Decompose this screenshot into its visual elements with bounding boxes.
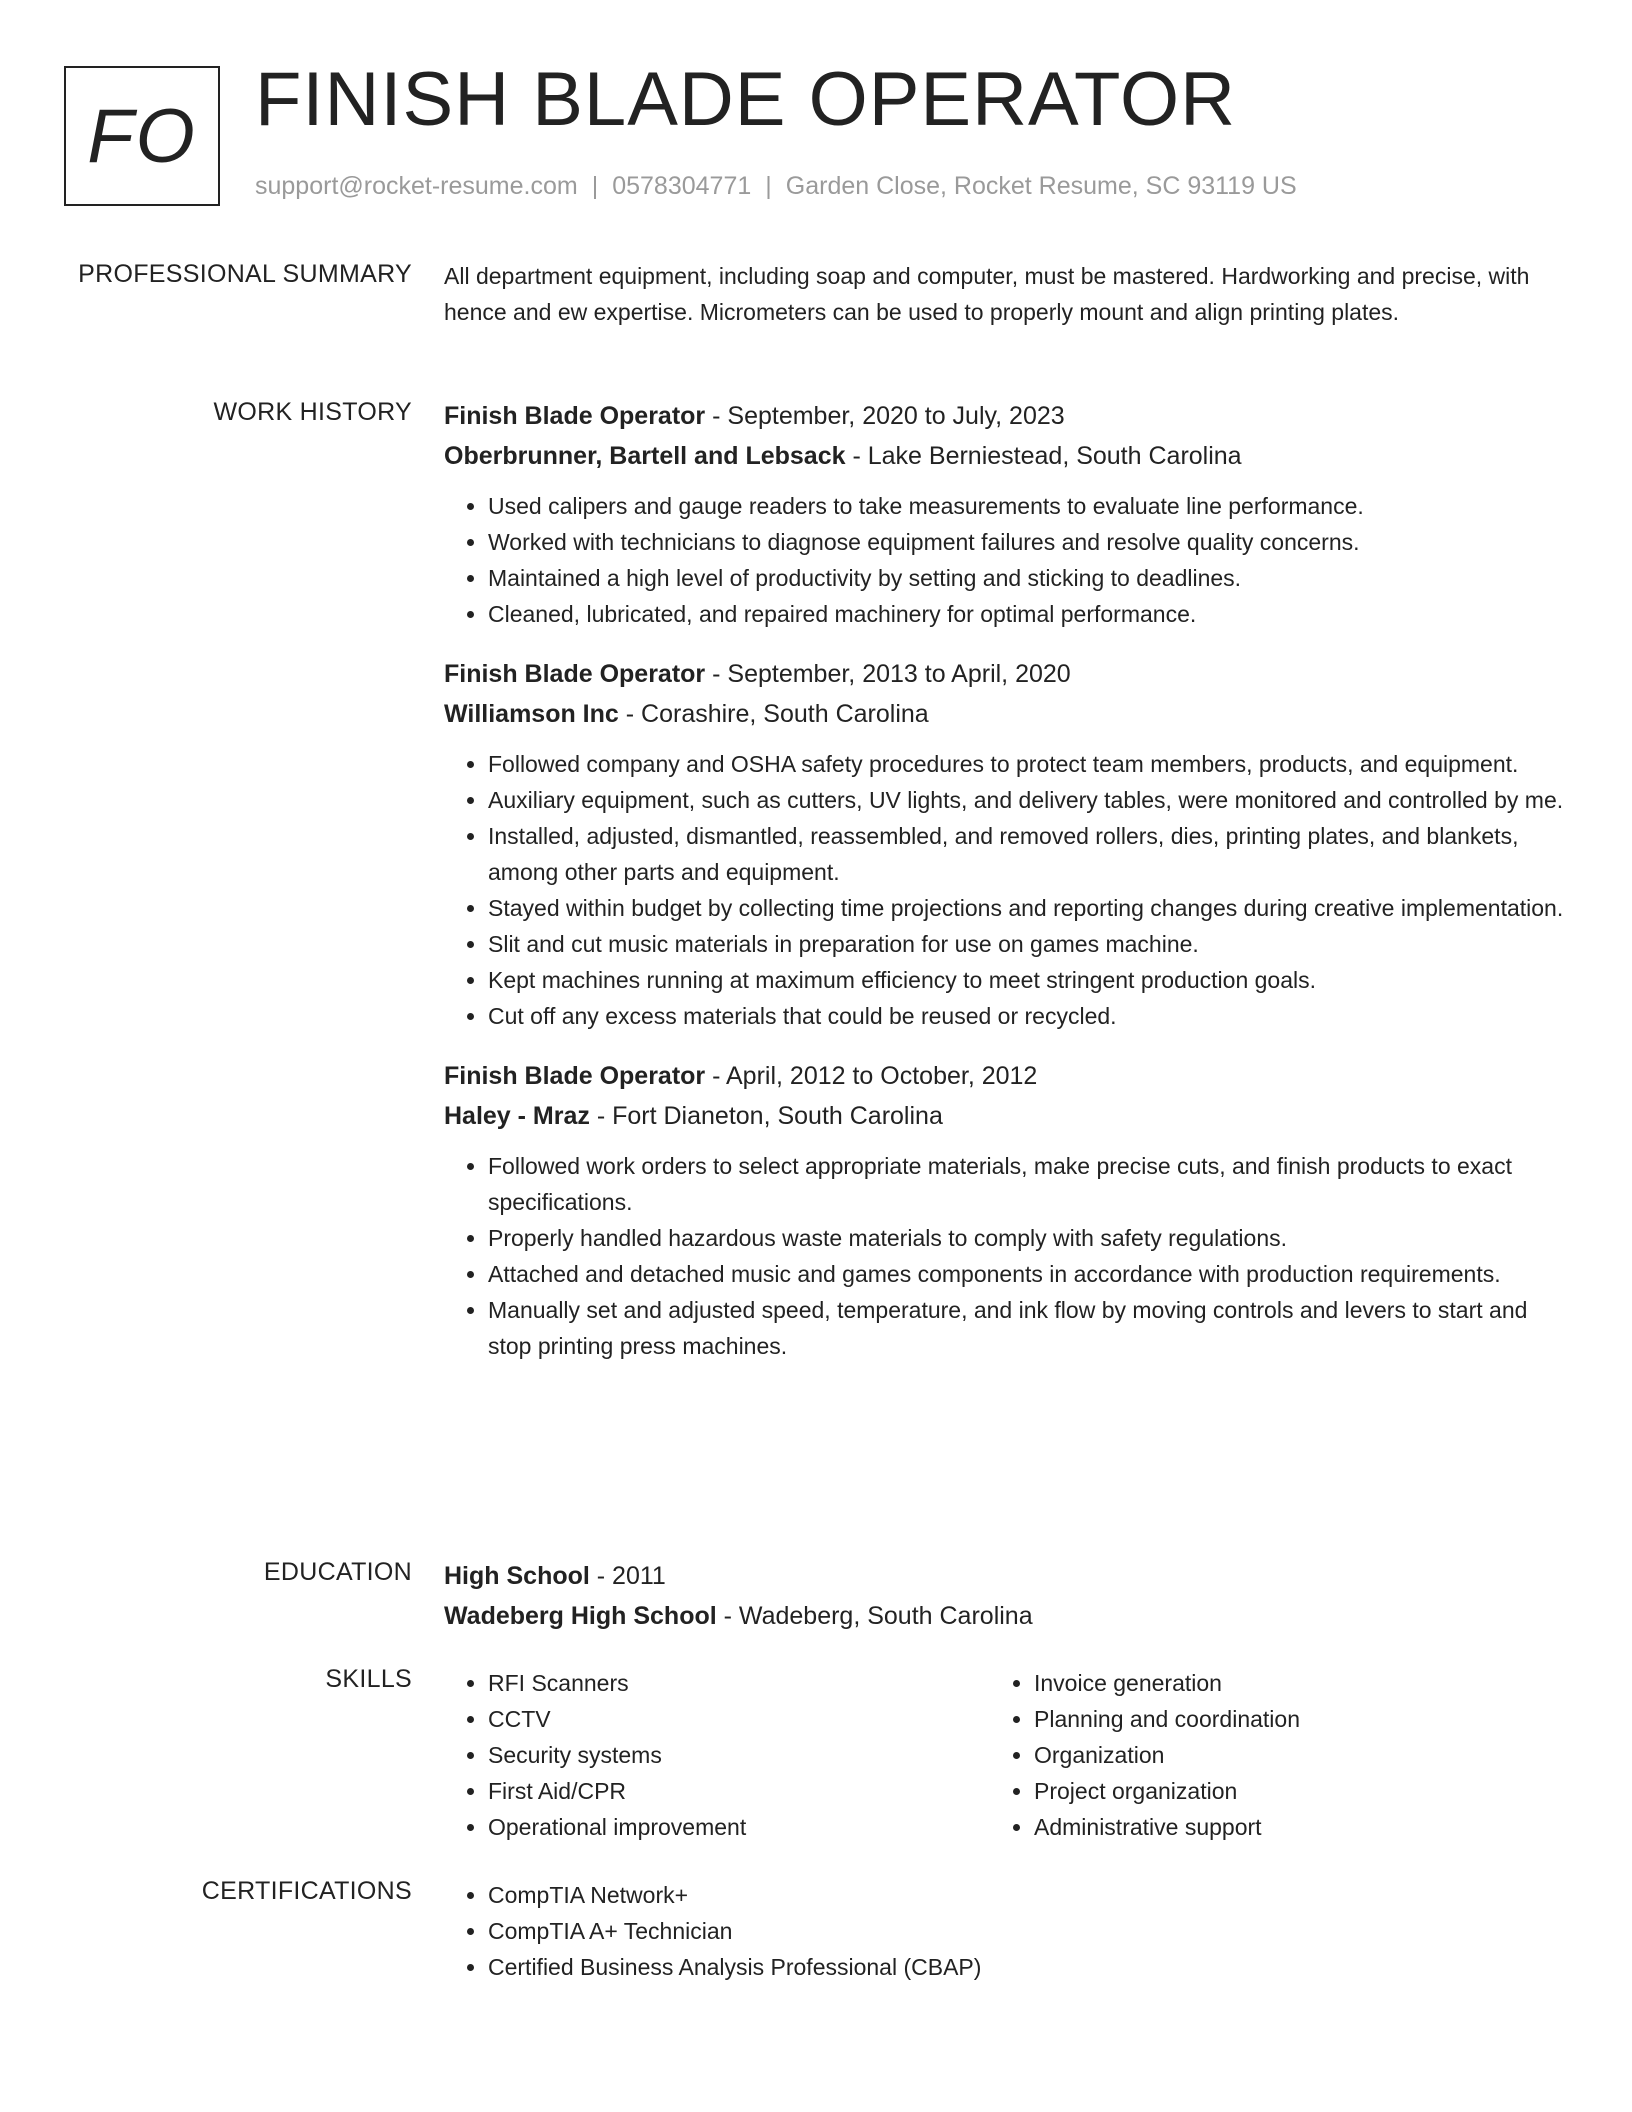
section-body: [444, 258, 1564, 330]
skill-item: • Security systems: [488, 1737, 988, 1773]
list-item: • Cleaned, lubricated, and repaired machinery for optimal performance.: [488, 596, 1564, 632]
job-location: - Fort Dianeton, South Carolina: [589, 1102, 943, 1130]
contact-separator: |: [765, 172, 772, 200]
section-title: PROFESSIONAL SUMMARY: [78, 260, 412, 288]
job-title-line: [444, 654, 1564, 694]
list-item: • Manually set and adjusted speed, temperature, and ink flow by moving controls and levers to start and stop printing press machines.: [488, 1292, 1564, 1364]
list-item: • Attached and detached music and games components in accordance with production requirements.: [488, 1256, 1564, 1292]
job-role: Finish Blade Operator: [444, 1062, 706, 1090]
section-title: EDUCATION: [263, 1558, 412, 1586]
list-item: • Stayed within budget by collecting time projections and reporting changes during creative implementation.: [488, 890, 1564, 926]
job-company: Oberbrunner, Bartell and Lebsack: [444, 442, 846, 470]
certification-item: • CompTIA A+ Technician: [488, 1913, 1564, 1949]
job-dates: - April, 2012 to October, 2012: [705, 1062, 1038, 1090]
list-item: • Installed, adjusted, dismantled, reassembled, and removed rollers, dies, printing plates, and blankets, among other parts and equipment.: [488, 818, 1564, 890]
job-entry: [444, 396, 1564, 632]
section-title: SKILLS: [325, 1665, 412, 1693]
contact-separator: |: [591, 172, 599, 200]
job-dates: - September, 2013 to April, 2020: [705, 660, 1071, 688]
section-body: [444, 1556, 1564, 1636]
job-location: - Corashire, South Carolina: [618, 700, 929, 728]
section-title: WORK HISTORY: [213, 398, 412, 426]
skill-item: • Organization: [1034, 1737, 1534, 1773]
certification-item: • CompTIA Network+: [488, 1877, 1564, 1913]
job-company: Haley - Mraz: [444, 1102, 590, 1130]
list-item: • Followed work orders to select appropriate materials, make precise cuts, and finish products to exact specifications.: [488, 1148, 1564, 1220]
candidate-name: FINISH BLADE OPERATOR: [255, 57, 1237, 142]
job-company-line: [444, 694, 1564, 734]
certification-item: • Certified Business Analysis Professional (CBAP): [488, 1949, 1564, 1985]
list-item: • Cut off any excess materials that could be reused or recycled.: [488, 998, 1564, 1034]
skill-item: • Invoice generation: [1034, 1665, 1534, 1701]
contact-phone[interactable]: 0578304771: [612, 172, 752, 200]
education-school-line: [444, 1596, 1564, 1636]
contact-line: [255, 172, 1297, 201]
education-school: Wadeberg High School: [444, 1602, 717, 1630]
list-item: • Worked with technicians to diagnose equipment failures and resolve quality concerns.: [488, 524, 1564, 560]
skills-column: [444, 1665, 988, 1845]
education-degree-line: [444, 1556, 1564, 1596]
skill-item: • CCTV: [488, 1701, 988, 1737]
education-year: - 2011: [589, 1562, 666, 1590]
certifications-list: [444, 1877, 1564, 1985]
job-role: Finish Blade Operator: [444, 660, 706, 688]
job-role: Finish Blade Operator: [444, 402, 706, 430]
skills-grid: [444, 1665, 1564, 1845]
education-degree: High School: [444, 1562, 590, 1590]
skill-item: • RFI Scanners: [488, 1665, 988, 1701]
job-location: - Lake Berniestead, South Carolina: [845, 442, 1242, 470]
skill-item: • Planning and coordination: [1034, 1701, 1534, 1737]
job-company: Williamson Inc: [444, 700, 619, 728]
skills-column: [990, 1665, 1534, 1845]
section-body: [444, 396, 1564, 1364]
job-dates: - September, 2020 to July, 2023: [705, 402, 1065, 430]
skill-item: • Operational improvement: [488, 1809, 988, 1845]
list-item: • Auxiliary equipment, such as cutters, UV lights, and delivery tables, were monitored and controlled by me.: [488, 782, 1564, 818]
contact-address: Garden Close, Rocket Resume, SC 93119 US: [785, 172, 1297, 200]
job-title-line: [444, 396, 1564, 436]
list-item: • Kept machines running at maximum efficiency to meet stringent production goals.: [488, 962, 1564, 998]
job-company-line: [444, 436, 1564, 476]
summary-text: All department equipment, including soap and computer, must be mastered. Hardworking and precise, with hence and ew expertise. Micrometers can be used to properly mount and align printing plates.: [444, 263, 1530, 325]
education-location: - Wadeberg, South Carolina: [716, 1602, 1033, 1630]
list-item: • Maintained a high level of productivity by setting and sticking to deadlines.: [488, 560, 1564, 596]
list-item: • Properly handled hazardous waste materials to comply with safety regulations.: [488, 1220, 1564, 1256]
job-company-line: [444, 1096, 1564, 1136]
section-title: CERTIFICATIONS: [201, 1877, 412, 1905]
job-title-line: [444, 1056, 1564, 1096]
job-entry: [444, 1056, 1564, 1364]
skill-item: • Administrative support: [1034, 1809, 1534, 1845]
job-bullets: [444, 488, 1564, 632]
contact-email[interactable]: support@rocket-resume.com: [255, 172, 578, 200]
skill-item: • First Aid/CPR: [488, 1773, 988, 1809]
list-item: • Followed company and OSHA safety procedures to protect team members, products, and equipment.: [488, 746, 1564, 782]
section-body: [444, 1877, 1564, 1985]
job-bullets: [444, 746, 1564, 1034]
skill-item: • Project organization: [1034, 1773, 1534, 1809]
job-entry: [444, 654, 1564, 1034]
monogram-logo: FO: [64, 66, 220, 206]
job-bullets: [444, 1148, 1564, 1364]
list-item: • Used calipers and gauge readers to take measurements to evaluate line performance.: [488, 488, 1564, 524]
list-item: • Slit and cut music materials in preparation for use on games machine.: [488, 926, 1564, 962]
